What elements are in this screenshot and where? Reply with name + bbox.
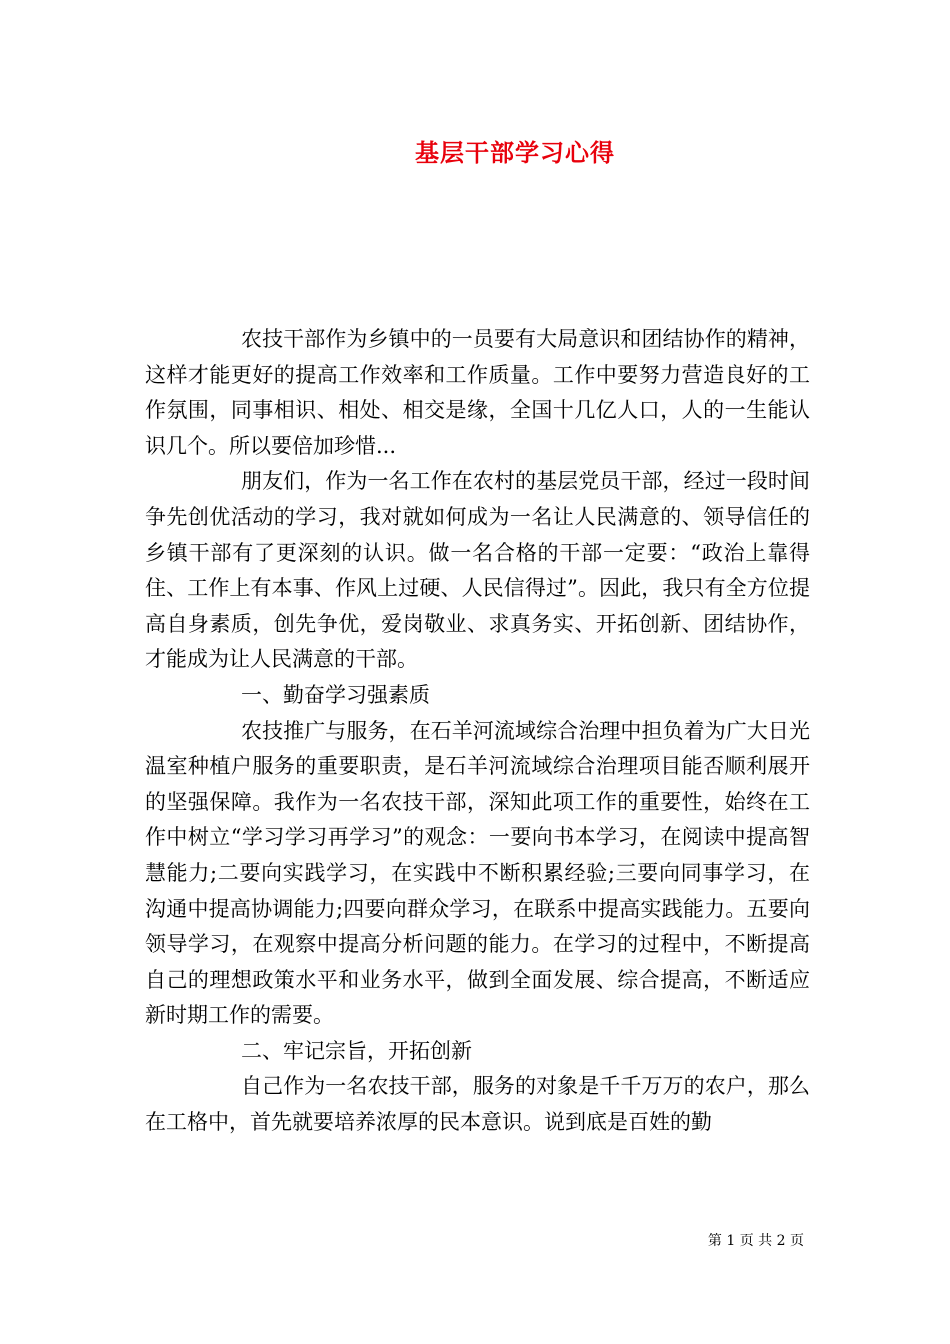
paragraph-service: 自己作为一名农技干部，服务的对象是千千万万的农户，那么在工格中，首先就要培养浓厚的民本意识。说到底是百姓的勤 [145, 1074, 810, 1135]
section-heading-1: 一、勤奋学习强素质 [241, 682, 430, 707]
document-title: 基层干部学习心得 [415, 138, 615, 167]
page-footer: 第 1 页 共 2 页 [707, 1233, 804, 1249]
document-body [145, 322, 810, 1141]
paragraph-study: 农技推广与服务，在石羊河流域综合治理中担负着为广大日光温室种植户服务的重要职责，是石羊河流域综合治理项目能否顺利展开的坚强保障。我作为一名农技干部，深知此项工作的重要性，始终在工作中树立“学习学习再学习”的观念：一要向书本学习，在阅读中提高智慧能力;二要向实践学习，在实践中不断积累经验;三要向同事学习，在沟通中提高协调能力;四要向群众学习，在联系中提高实践能力。五要向领导学习，在观察中提高分析问题的能力。在学习的过程中，不断提高自己的理想政策水平和业务水平，做到全面发展、综合提高，不断适应新时期工作的需要。 [145, 718, 810, 1028]
paragraph-intro: 农技干部作为乡镇中的一员要有大局意识和团结协作的精神，这样才能更好的提高工作效率和工作质量。工作中要努力营造良好的工作氛围，同事相识、相处、相交是缘，全国十几亿人口，人的一生能认识几个。所以要倍加珍惜... [145, 327, 810, 458]
section-heading-2: 二、牢记宗旨，开拓创新 [241, 1038, 472, 1063]
paragraph-friends: 朋友们，作为一名工作在农村的基层党员干部，经过一段时间争先创优活动的学习，我对就如何成为一名让人民满意的、领导信任的乡镇干部有了更深刻的认识。做一名合格的干部一定要：“政治上靠得住、工作上有本事、作风上过硬、人民信得过”。因此，我只有全方位提高自身素质，创先争优，爱岗敬业、求真务实、开拓创新、团结协作，才能成为让人民满意的干部。 [145, 469, 810, 672]
